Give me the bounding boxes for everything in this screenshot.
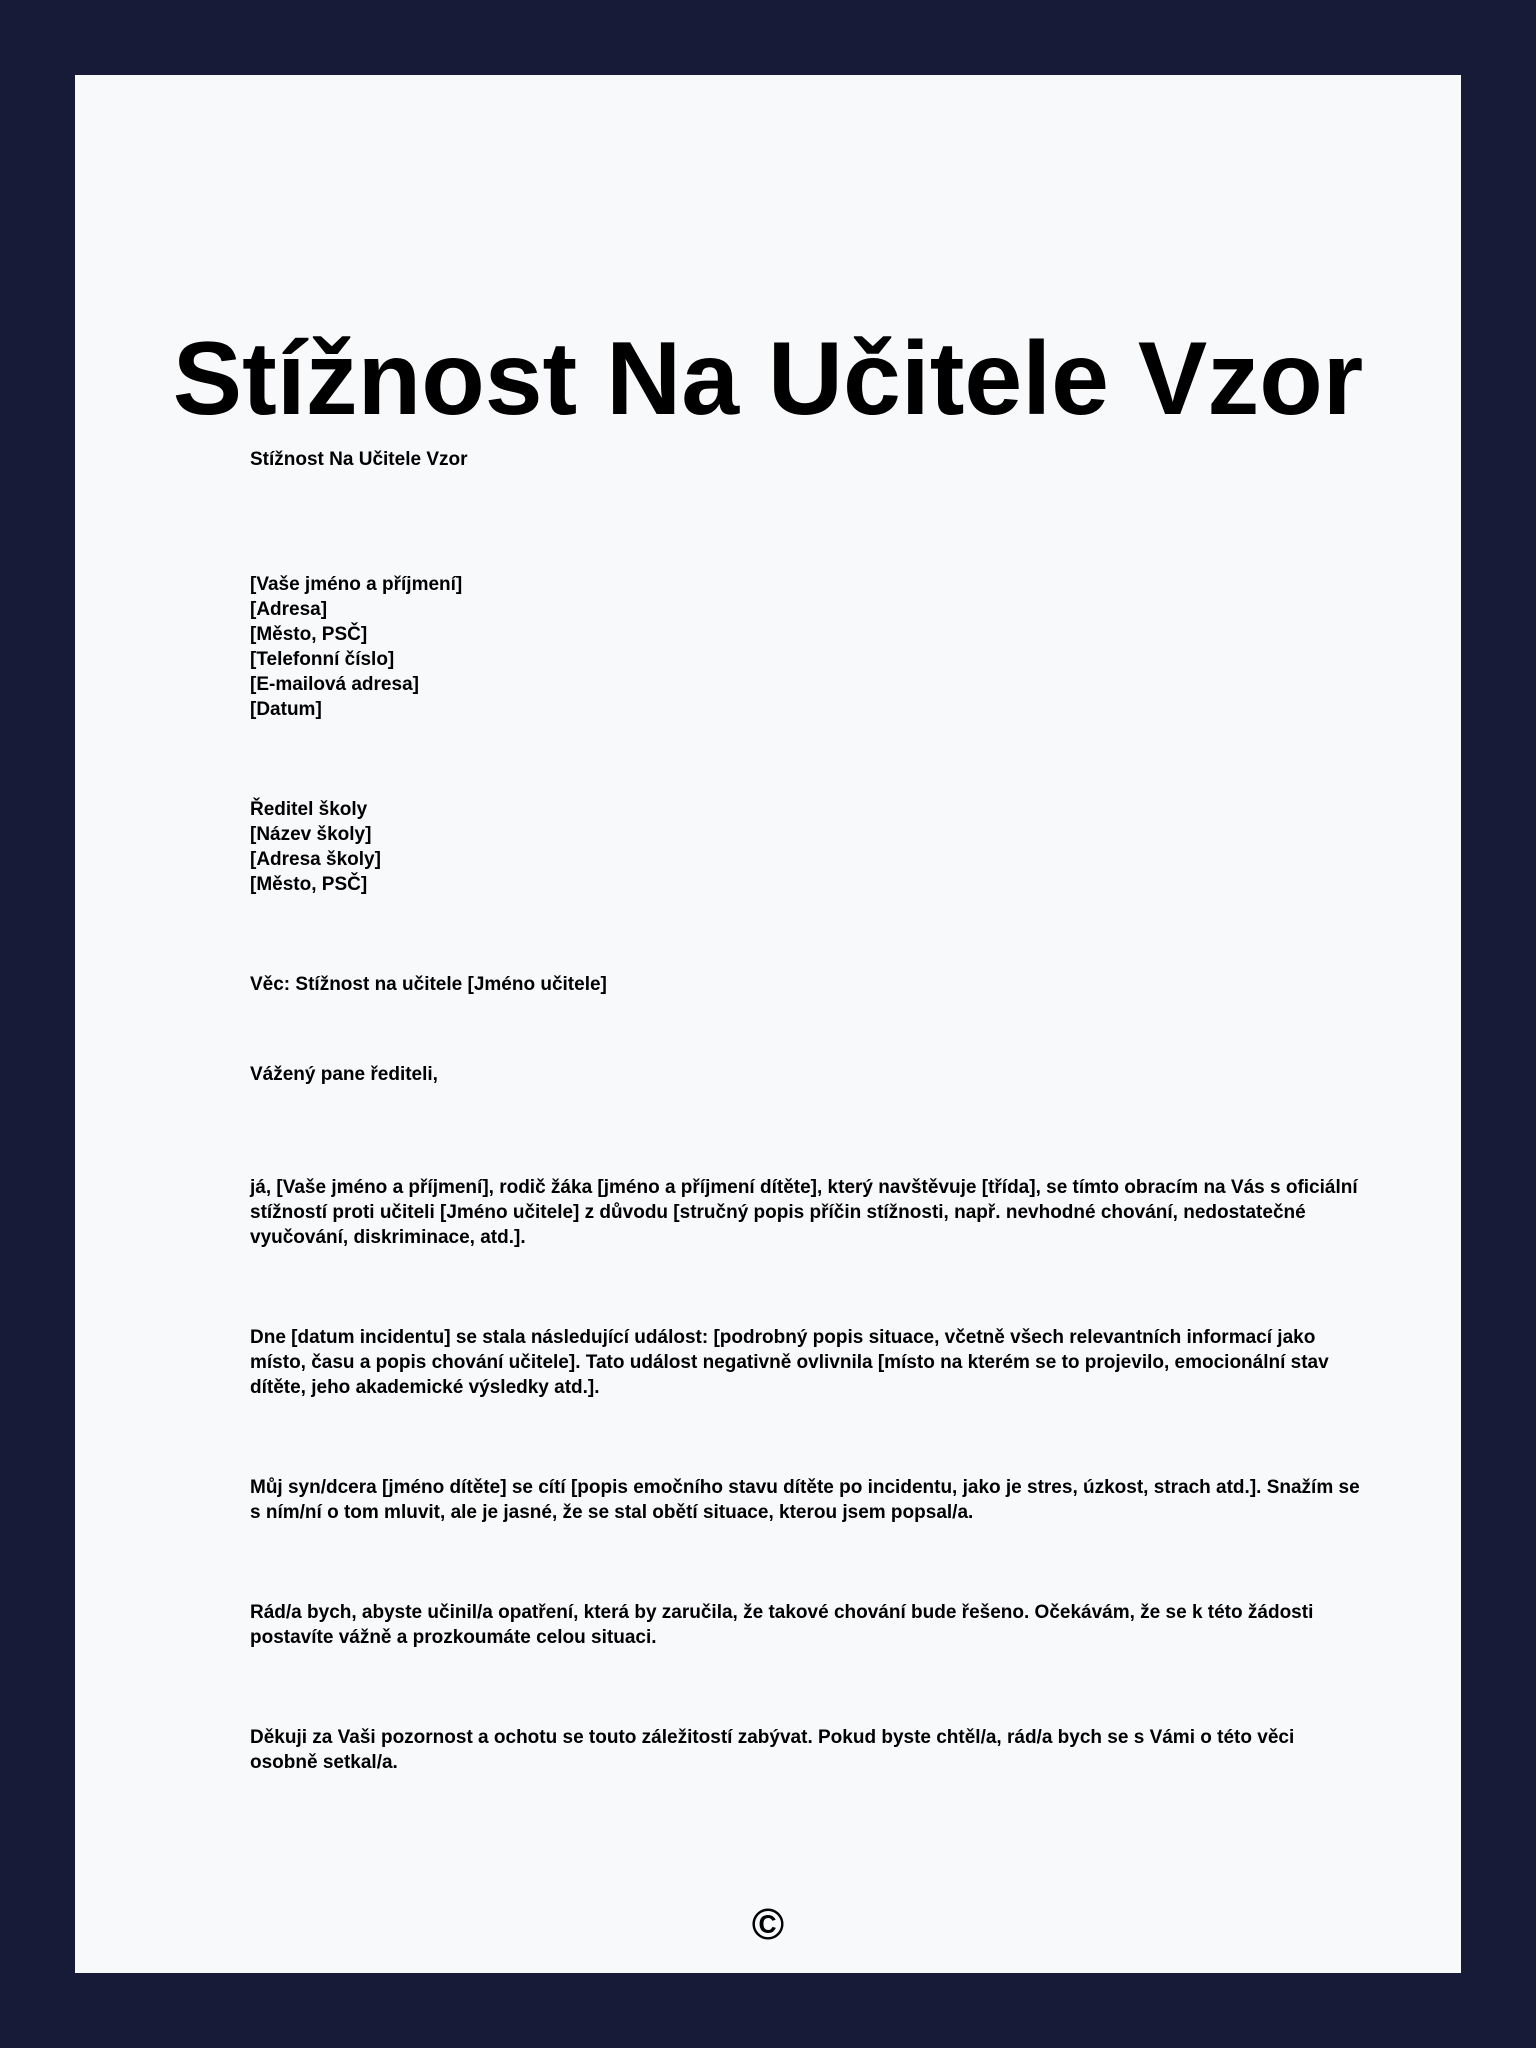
sender-city: [Město, PSČ] [250, 624, 368, 645]
sender-date: [Datum] [250, 699, 322, 720]
letter-paragraph-2: Dne [datum incidentu] se stala následující událost: [podrobný popis situace, včetně všech relevantních informací jako místo, času a popis chování učitele]. Tato událost negativně ovlivnila [místo na kterém se to projevilo, emocionální stav dítěte, jeho akademické výsledky atd.]. [250, 1327, 1329, 1398]
document-subtitle: Stížnost Na Učitele Vzor [250, 449, 468, 470]
recipient-city: [Město, PSČ] [250, 874, 368, 895]
sender-address: [Adresa] [250, 599, 328, 620]
sender-phone: [Telefonní číslo] [250, 649, 395, 670]
letter-subject: Věc: Stížnost na učitele [Jméno učitele] [250, 974, 607, 995]
sender-address-block [250, 572, 1360, 722]
letter-paragraph-1: já, [Vaše jméno a příjmení], rodič žáka [jméno a příjmení dítěte], který navštěvuje [třída], se tímto obracím na Vás s oficiální stížností proti učiteli [Jméno učitele] z důvodu [stručný popis příčin stížnosti, např. nevhodné chování, nedostatečné vyučování, diskriminace, atd.]. [250, 1177, 1358, 1248]
document-page [75, 75, 1461, 1973]
document-title: Stížnost Na Učitele Vzor [172, 321, 1364, 437]
recipient-address-block [250, 797, 1360, 897]
letter-salutation: Vážený pane řediteli, [250, 1064, 438, 1085]
recipient-school-address: [Adresa školy] [250, 849, 381, 870]
sender-name: [Vaše jméno a příjmení] [250, 574, 463, 595]
letter-paragraph-4: Rád/a bych, abyste učinil/a opatření, která by zaručila, že takové chování bude řešeno. Očekávám, že se k této žádosti postavíte vážně a prozkoumáte celou situaci. [250, 1602, 1314, 1648]
recipient-school-name: [Název školy] [250, 824, 372, 845]
copyright-icon: © [751, 1900, 785, 1949]
letter-paragraph-3: Můj syn/dcera [jméno dítěte] se cítí [popis emočního stavu dítěte po incidentu, jako je stres, úzkost, strach atd.]. Snažím se s ním/ní o tom mluvit, ale je jasné, že se stal obětí situace, kterou jsem popsal/a. [250, 1477, 1360, 1523]
letter-paragraph-5: Děkuji za Vaši pozornost a ochotu se touto záležitostí zabývat. Pokud byste chtěl/a, rád/a bych se s Vámi o této věci osobně setkal/a. [250, 1727, 1295, 1773]
sender-email: [E-mailová adresa] [250, 674, 419, 695]
recipient-title: Ředitel školy [250, 799, 368, 820]
